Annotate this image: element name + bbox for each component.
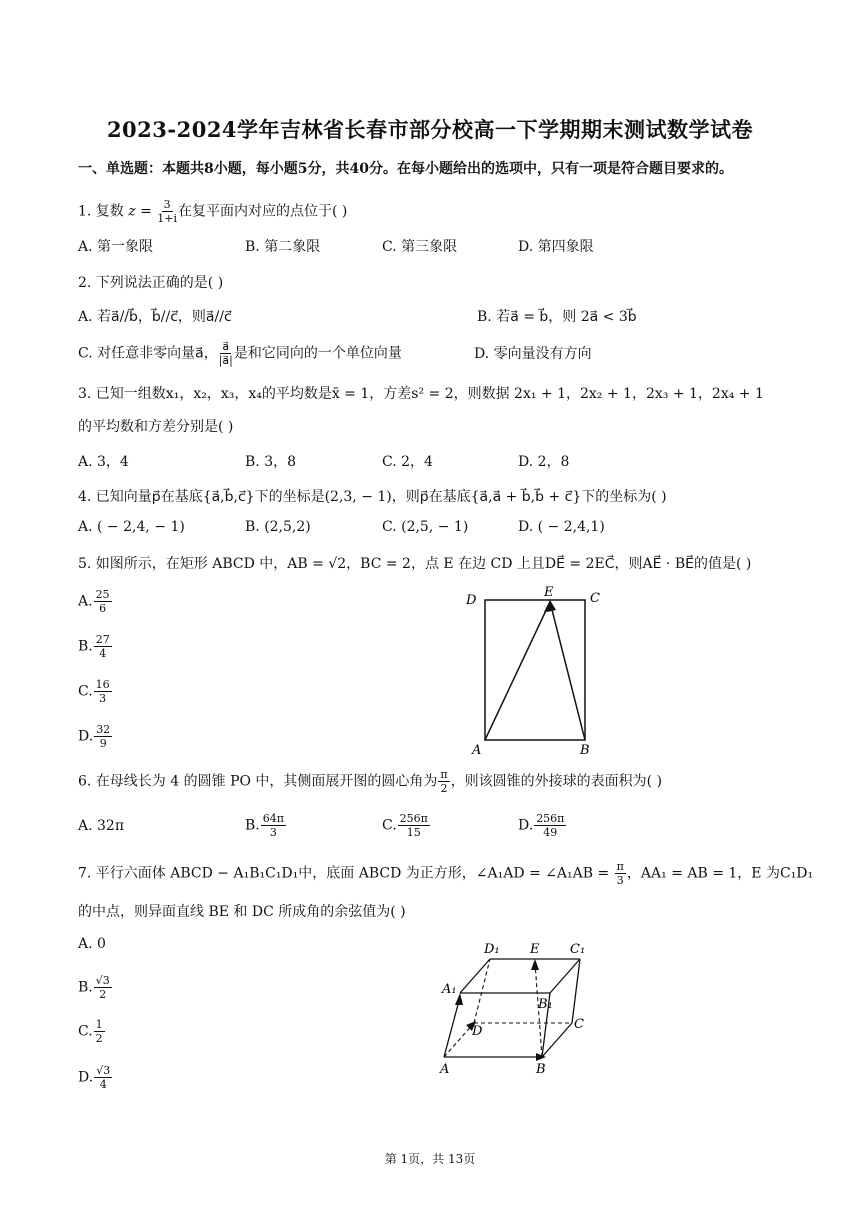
question-7-line-2: 的中点，则异面直线 BE 和 DC 所成角的余弦值为( ) [78,904,406,920]
label-c: C [574,1017,584,1032]
question-6: 6. 在母线长为 4 的圆锥 PO 中，其侧面展开图的圆心角为 $\frac{\pi}{2}$ ，则该圆锥的外接球的表面积为( ) [78,768,663,795]
q5-option-a[interactable]: A. $\frac{25}{6}$ [78,588,110,615]
label-c1: C₁ [570,942,586,957]
q2-option-b[interactable]: B. 若a⃗ = b⃗，则 2a⃗ < 3b⃗ [477,309,637,325]
label-d1: D₁ [484,942,500,957]
question-3-line-1: 3. 已知一组数x₁，x₂，x₃，x₄的平均数是x̄ = 1，方差s² = 2，则数据 2x₁ + 1，2x₂ + 1，2x₃ + 1，2x₄ + 1 [78,386,764,402]
section-heading: 一、单选题：本题共8小题，每小题5分，共40分。在每小题给出的选项中，只有一项是符合题目要求的。 [78,161,733,177]
label-b: B [536,1062,546,1077]
question-7-line-1: 7. 平行六面体 ABCD − A₁B₁C₁D₁中，底面 ABCD 为正方形，∠A₁AD = ∠A₁AB = $\frac{\pi}{3}$ ，AA₁ = AB = 1，E 为C₁D₁ [78,860,814,887]
q2-option-c[interactable]: C. 对任意非零向量a⃗， $\frac{a⃗}{|a⃗|}$ 是和它同向的一个单位向量 [78,340,402,367]
q7-option-a[interactable]: A. 0 [78,936,106,952]
label-b: B [580,743,590,758]
rectangle-figure [460,580,610,760]
label-e: E [544,585,554,600]
q2-option-a[interactable]: A. 若a⃗//b⃗，b⃗//c⃗，则a⃗//c⃗ [78,309,232,325]
question-3-line-2: 的平均数和方差分别是( ) [78,419,234,435]
q1-option-a[interactable]: A. 第一象限 [78,239,154,255]
label-a: A [472,743,482,758]
label-a: A [440,1062,450,1077]
q3-option-a[interactable]: A. 3，4 [78,454,129,470]
q3-option-d[interactable]: D. 2，8 [518,454,570,470]
q6-option-d[interactable]: D. $\frac{256\pi}{49}$ [518,812,565,839]
label-d: D [466,593,477,608]
page-footer: 第 1页，共 13页 [384,1152,476,1166]
label-a1: A₁ [442,982,457,997]
label-c: C [590,591,600,606]
question-1: 1. 复数 z = $\frac{3}{1+i}$ 在复平面内对应的点位于( ) [78,198,348,225]
q4-option-c[interactable]: C. (2,5, − 1) [382,519,469,535]
q7-option-d[interactable]: D. $\frac{√3}{4}$ [78,1064,111,1091]
q6-option-a[interactable]: A. 32π [78,818,125,834]
q6-option-b[interactable]: B. $\frac{64\pi}{3}$ [245,812,284,839]
question-2: 2. 下列说法正确的是( ) [78,275,224,291]
q3-option-b[interactable]: B. 3，8 [245,454,297,470]
q1-option-b[interactable]: B. 第二象限 [245,239,321,255]
q5-option-d[interactable]: D. $\frac{32}{9}$ [78,723,111,750]
q5-option-b[interactable]: B. $\frac{27}{4}$ [78,633,110,660]
q7-option-c[interactable]: C. $\frac{1}{2}$ [78,1018,103,1045]
q4-option-d[interactable]: D. ( − 2,4,1) [518,519,605,535]
q4-option-a[interactable]: A. ( − 2,4, − 1) [78,519,185,535]
q5-option-c[interactable]: C. $\frac{16}{3}$ [78,678,110,705]
parallelepiped-figure [430,935,600,1080]
q1-option-d[interactable]: D. 第四象限 [518,239,594,255]
q1-option-c[interactable]: C. 第三象限 [382,239,458,255]
q6-option-c[interactable]: C. $\frac{256\pi}{15}$ [382,812,428,839]
q2-option-d[interactable]: D. 零向量没有方向 [474,346,592,362]
label-d: D [472,1024,483,1039]
label-e: E [530,942,540,957]
q4-option-b[interactable]: B. (2,5,2) [245,519,311,535]
q7-option-b[interactable]: B. $\frac{√3}{2}$ [78,974,110,1001]
fraction: $\frac{3}{1+i}$ [157,198,178,225]
q3-option-c[interactable]: C. 2，4 [382,454,433,470]
page-title: 2023-2024学年吉林省长春市部分校高一下学期期末测试数学试卷 [106,117,754,142]
label-b1: B₁ [538,997,553,1012]
question-4: 4. 已知向量p⃗在基底{a⃗,b⃗,c⃗}下的坐标是(2,3, − 1)，则p⃗在基底{a⃗,a⃗ + b⃗,b⃗ + c⃗}下的坐标为( ) [78,489,667,505]
question-5: 5. 如图所示，在矩形 ABCD 中，AB = √2，BC = 2，点 E 在边 CD 上且DE⃗ = 2EC⃗，则AE⃗ · BE⃗的值是( ) [78,556,752,572]
